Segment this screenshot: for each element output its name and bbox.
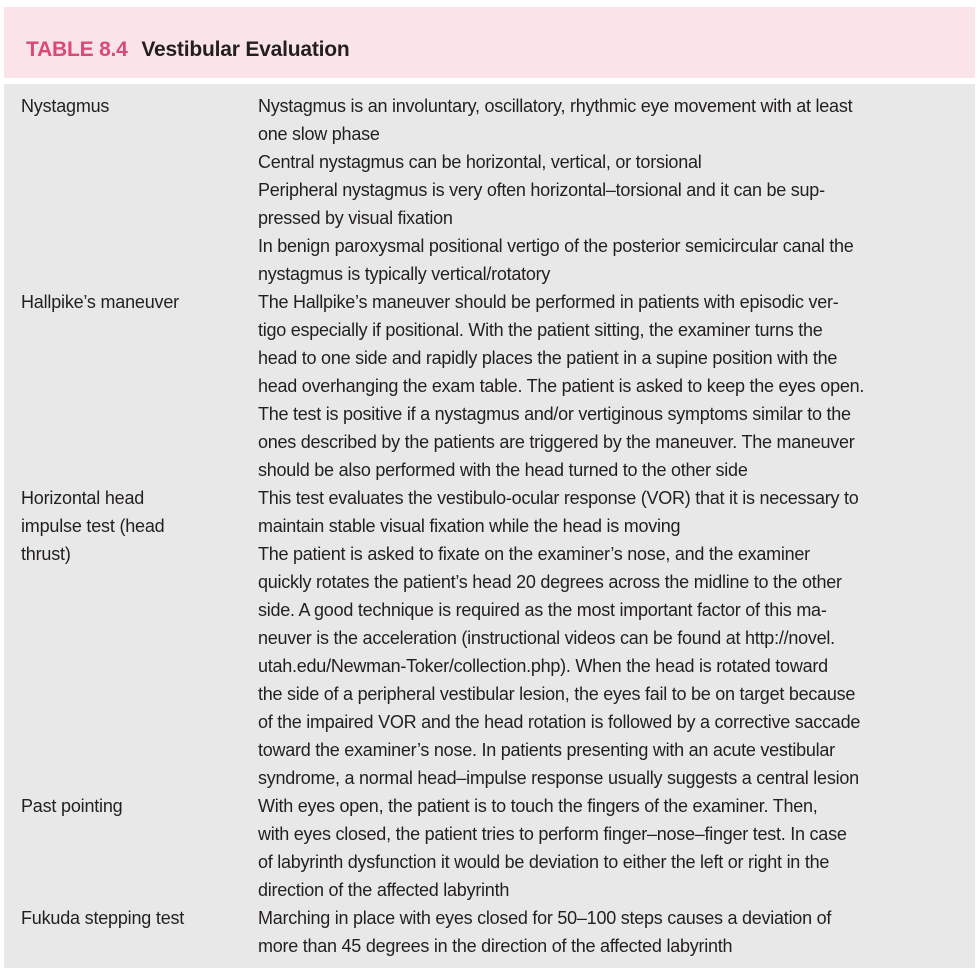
description-line: tigo especially if positional. With the patient sitting, the examiner turns the: [258, 320, 823, 340]
row-term: [4, 484, 258, 792]
description-line: head to one side and rapidly places the patient in a supine position with the: [258, 348, 838, 368]
description-line: with eyes closed, the patient tries to perform finger–nose–finger test. In case: [258, 824, 847, 844]
description-line: With eyes open, the patient is to touch the fingers of the examiner. Then,: [258, 796, 818, 816]
term-line: thrust): [21, 544, 71, 564]
description-line: The test is positive if a nystagmus and/or vertiginous symptoms similar to the: [258, 404, 851, 424]
description-line: Nystagmus is an involuntary, oscillatory, rhythmic eye movement with at least: [258, 96, 853, 116]
description-line: Marching in place with eyes closed for 50–100 steps causes a deviation of: [258, 908, 832, 928]
description-line: pressed by visual fixation: [258, 208, 453, 228]
table-header: [4, 7, 975, 78]
description-line: toward the examiner’s nose. In patients presenting with an acute vestibular: [258, 740, 835, 760]
description-line: syndrome, a normal head–impulse response usually suggests a central lesion: [258, 768, 859, 788]
description-line: nystagmus is typically vertical/rotatory: [258, 264, 551, 284]
description-line: neuver is the acceleration (instructional videos can be found at http://novel.: [258, 628, 835, 648]
description-line: ones described by the patients are triggered by the maneuver. The maneuver: [258, 432, 855, 452]
description-line: one slow phase: [258, 124, 380, 144]
description-line: In benign paroxysmal positional vertigo of the posterior semicircular canal the: [258, 236, 854, 256]
table-body: [4, 84, 975, 968]
table-row: [4, 92, 975, 288]
description-line: the side of a peripheral vestibular lesion, the eyes fail to be on target because: [258, 684, 856, 704]
description-line: maintain stable visual fixation while the head is moving: [258, 516, 681, 536]
description-line: quickly rotates the patient’s head 20 degrees across the midline to the other: [258, 572, 842, 592]
description-line: of labyrinth dysfunction it would be deviation to either the left or right in the: [258, 852, 830, 872]
table-number: TABLE 8.4: [26, 38, 128, 61]
description-line: side. A good technique is required as the most important factor of this ma-: [258, 600, 827, 620]
table-row: [4, 904, 975, 960]
description-line: direction of the affected labyrinth: [258, 880, 510, 900]
row-description: [258, 92, 963, 288]
description-line: The patient is asked to fixate on the examiner’s nose, and the examiner: [258, 544, 810, 564]
row-term: [4, 288, 258, 484]
row-term: [4, 792, 258, 904]
table-name: Vestibular Evaluation: [141, 38, 350, 61]
description-line: head overhanging the exam table. The patient is asked to keep the eyes open.: [258, 376, 865, 396]
term-line: Hallpike’s maneuver: [21, 292, 179, 312]
table-title: [26, 38, 350, 62]
table-row: [4, 484, 975, 792]
table-row: [4, 792, 975, 904]
table-rows: [4, 92, 975, 960]
term-line: Nystagmus: [21, 96, 110, 116]
term-line: impulse test (head: [21, 516, 165, 536]
row-description: [258, 484, 963, 792]
description-line: This test evaluates the vestibulo-ocular response (VOR) that it is necessary to: [258, 488, 859, 508]
term-line: Horizontal head: [21, 488, 145, 508]
row-term: [4, 92, 258, 288]
description-line: more than 45 degrees in the direction of the affected labyrinth: [258, 936, 733, 956]
description-line: Peripheral nystagmus is very often horizontal–torsional and it can be sup-: [258, 180, 825, 200]
description-line: Central nystagmus can be horizontal, vertical, or torsional: [258, 152, 702, 172]
description-line: utah.edu/Newman-Toker/collection.php). When the head is rotated toward: [258, 656, 828, 676]
term-line: Past pointing: [21, 796, 123, 816]
row-term: [4, 904, 258, 960]
description-line: of the impaired VOR and the head rotation is followed by a corrective saccade: [258, 712, 861, 732]
row-description: [258, 904, 963, 960]
description-line: should be also performed with the head turned to the other side: [258, 460, 748, 480]
description-line: The Hallpike’s maneuver should be performed in patients with episodic ver-: [258, 292, 839, 312]
row-description: [258, 288, 963, 484]
row-description: [258, 792, 963, 904]
table-row: [4, 288, 975, 484]
term-line: Fukuda stepping test: [21, 908, 185, 928]
